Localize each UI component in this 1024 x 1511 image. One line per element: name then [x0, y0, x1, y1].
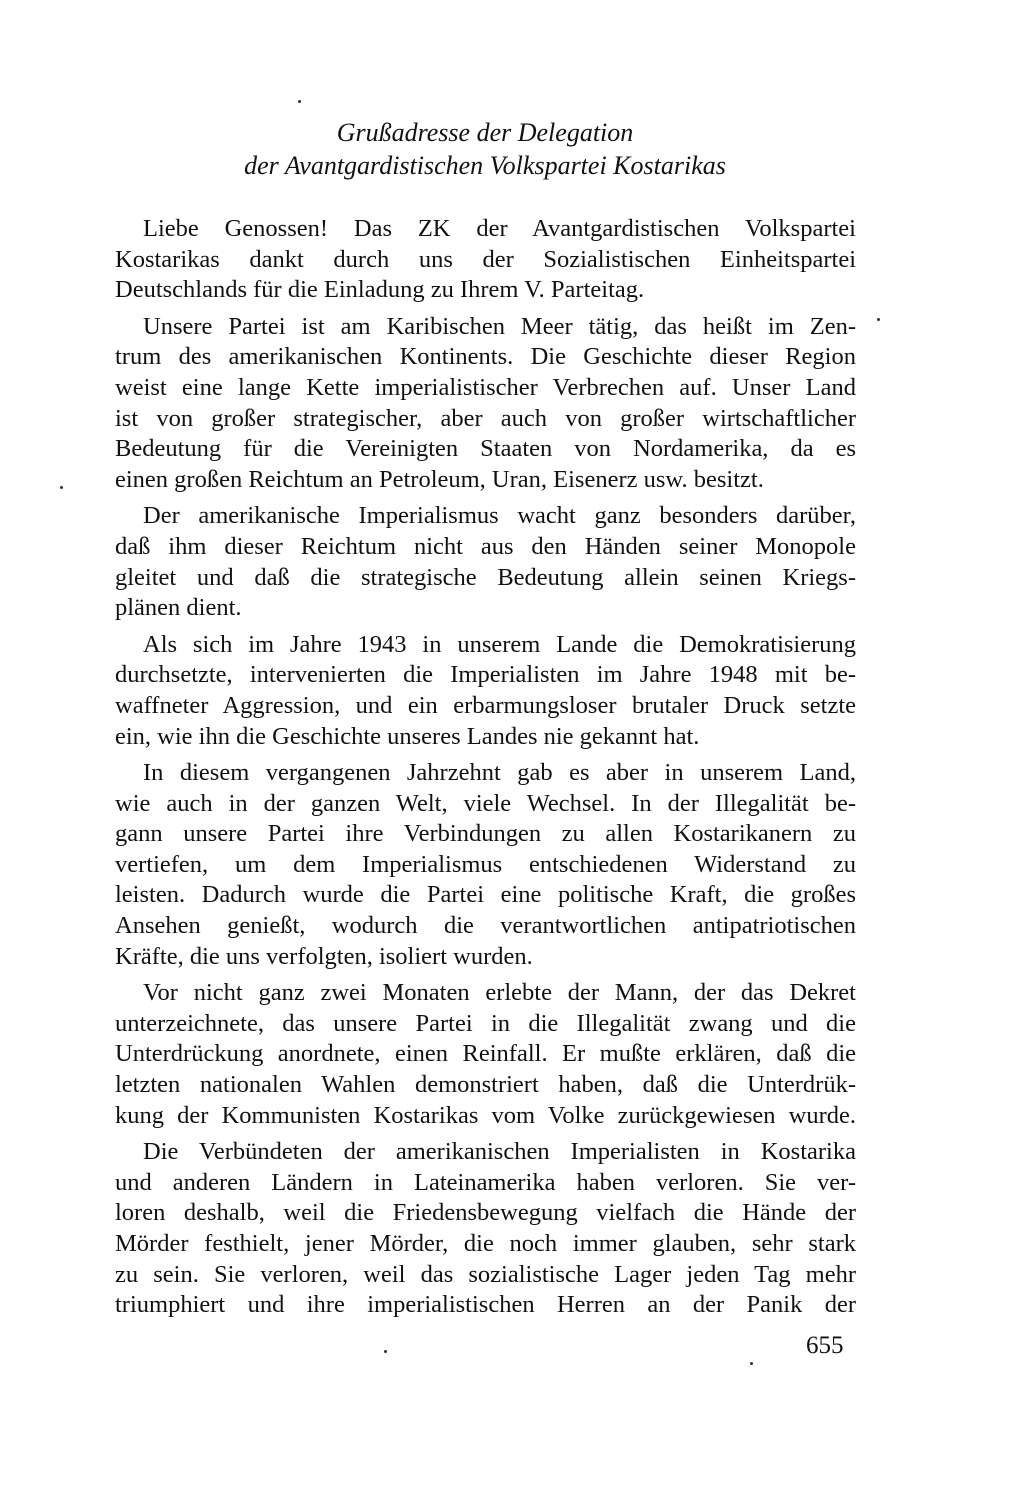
text-line: und anderen Ländern in Lateinamerika haben verloren. Sie ver- [115, 1168, 856, 1196]
text-line: durchsetzte, intervenierten die Imperialisten im Jahre 1948 mit be- [115, 661, 856, 689]
text-line: ein, wie ihn die Geschichte unseres Landes nie gekannt hat. [115, 722, 700, 750]
text-line: Kräfte, die uns verfolgten, isoliert wurden. [115, 942, 533, 970]
text-line: Als sich im Jahre 1943 in unserem Lande die Demokratisierung [143, 630, 856, 658]
paragraph [115, 758, 856, 972]
print-speck [384, 1350, 387, 1353]
text-line: Deutschlands für die Einladung zu Ihrem V. Parteitag. [115, 276, 645, 304]
text-line: Liebe Genossen! Das ZK der Avantgardistischen Volkspartei [143, 215, 856, 242]
text-line: waffneter Aggression, und ein erbarmungsloser brutaler Druck setzte [115, 691, 856, 719]
paragraph [115, 312, 856, 496]
text-line: unterzeichnete, das unsere Partei in die Illegalität zwang und die [115, 1009, 856, 1037]
text-line: gleitet und daß die strategische Bedeutung allein seinen Kriegs- [115, 563, 856, 591]
text-line: Ansehen genießt, wodurch die verantwortlichen antipatriotischen [115, 912, 856, 940]
text-line: Unsere Partei ist am Karibischen Meer tätig, das heißt im Zen- [143, 312, 856, 340]
paragraph [115, 214, 856, 306]
text-line: Der amerikanische Imperialismus wacht ganz besonders darüber, [143, 502, 856, 530]
text-line: gann unsere Partei ihre Verbindungen zu allen Kostarikanern zu [115, 820, 856, 848]
text-line: Die Verbündeten der amerikanischen Imperialisten in Kostarika [143, 1138, 856, 1166]
text-line: plänen dient. [115, 594, 242, 622]
heading [112, 116, 858, 182]
text-line: leisten. Dadurch wurde die Partei eine politische Kraft, die großes [115, 881, 856, 909]
paragraph [115, 1137, 856, 1321]
heading-line-1: Grußadresse der Delegation [336, 118, 634, 147]
text-line: vertiefen, um dem Imperialismus entschiedenen Widerstand zu [115, 850, 856, 878]
text-line: letzten nationalen Wahlen demonstriert haben, daß die Unterdrük- [115, 1071, 856, 1099]
text-line: Vor nicht ganz zwei Monaten erlebte der Mann, der das Dekret [143, 979, 856, 1007]
text-line: Kostarikas dankt durch uns der Sozialistischen Einheitspartei [115, 245, 856, 273]
text-line: ist von großer strategischer, aber auch von großer wirtschaftlicher [115, 404, 856, 432]
text-line: zu sein. Sie verloren, weil das sozialistische Lager jeden Tag mehr [115, 1260, 856, 1288]
text-line: einen großen Reichtum an Petroleum, Uran, Eisenerz usw. besitzt. [115, 465, 764, 493]
text-line: Unterdrückung anordnete, einen Reinfall. Er mußte erklären, daß die [115, 1040, 856, 1068]
text-line: Bedeutung für die Vereinigten Staaten von Nordamerika, da es [115, 435, 856, 463]
text-line: In diesem vergangenen Jahrzehnt gab es aber in unserem Land, [143, 759, 856, 787]
print-speck [750, 1362, 753, 1365]
text-line: loren deshalb, weil die Friedensbewegung vielfach die Hände der [115, 1199, 856, 1227]
text-line: trum des amerikanischen Kontinents. Die Geschichte dieser Region [115, 343, 856, 371]
paragraph [115, 978, 856, 1131]
heading-line-2: der Avantgardistischen Volkspartei Kostarikas [244, 151, 726, 180]
paragraph [115, 501, 856, 623]
text-line: kung der Kommunisten Kostarikas vom Volke zurückgewiesen wurde. [115, 1101, 856, 1129]
paragraph [115, 630, 856, 752]
page-number: 655 [806, 1332, 844, 1359]
text-line: wie auch in der ganzen Welt, viele Wechsel. In der Illegalität be- [115, 789, 856, 817]
text-line: weist eine lange Kette imperialistischer Verbrechen auf. Unser Land [115, 373, 856, 401]
text-line: Mörder festhielt, jener Mörder, die noch immer glauben, sehr stark [115, 1230, 856, 1257]
print-speck [60, 486, 63, 489]
text-line: triumphiert und ihre imperialistischen Herren an der Panik der [115, 1291, 856, 1319]
text-line: daß ihm dieser Reichtum nicht aus den Händen seiner Monopole [115, 532, 856, 560]
print-speck [877, 318, 880, 321]
print-speck [298, 100, 301, 103]
body-text [115, 214, 856, 1327]
